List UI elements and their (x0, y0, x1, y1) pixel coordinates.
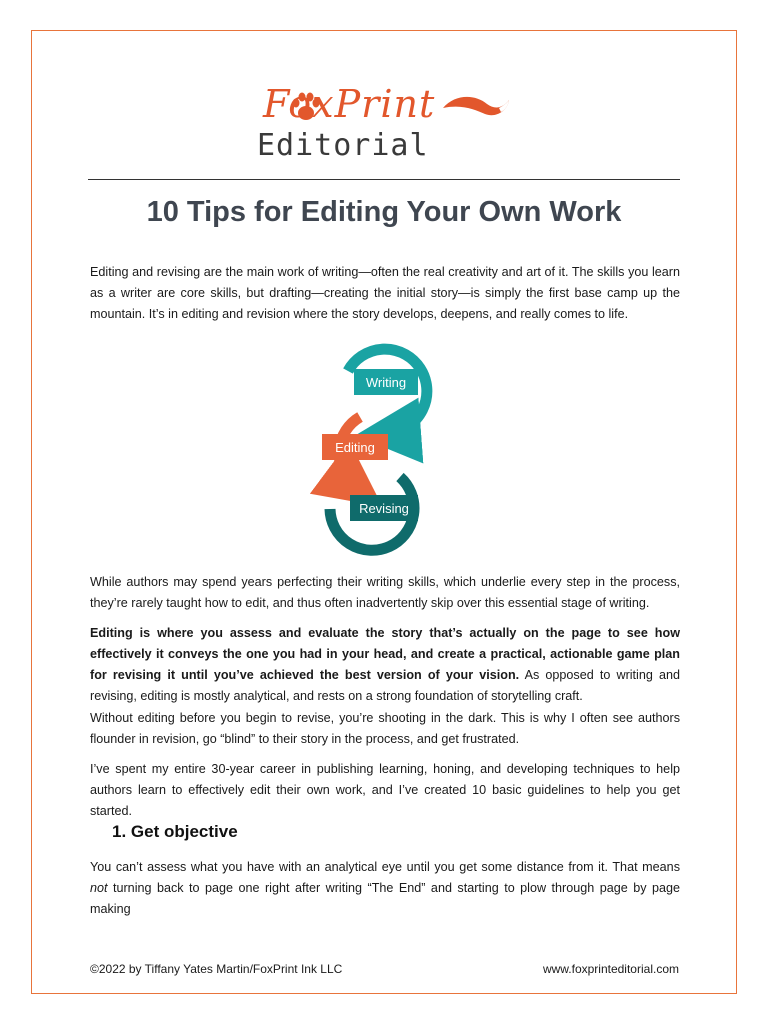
editing-label: Editing (335, 440, 375, 455)
header-rule (88, 179, 680, 180)
writing-editing-revising-diagram (300, 337, 450, 567)
footer-website: www.foxprinteditorial.com (542, 962, 679, 976)
paragraph-4: Without editing before you begin to revise, you’re shooting in the dark. This is why I often see authors flounder in revision, go “blind” to their story in the process, and get frustrated. (90, 711, 680, 746)
logo-subtitle: Editorial (257, 128, 429, 163)
paragraph-6-a: You can’t assess what you have with an analytical eye until you get some distance from it. That means (90, 860, 680, 874)
fox-tail-icon (441, 90, 511, 124)
page-title: 10 Tips for Editing Your Own Work (146, 196, 622, 228)
logo-wordmark: FoxPrint (263, 82, 436, 126)
paragraph-5: I’ve spent my entire 30-year career in publishing learning, honing, and developing techniques to help authors learn to effectively edit their own work, and I’ve created 10 basic guidelines to help you get started. (90, 762, 680, 818)
paragraph-6-emphasis: not (90, 881, 108, 895)
paragraph-3-rest: As opposed to writing and revising, editing is mostly analytical, and rests on a strong foundation of storytelling craft. (90, 668, 680, 703)
paragraph-3 (90, 623, 680, 707)
intro-paragraph: Editing and revising are the main work of writing—often the real creativity and art of it. The skills you learn as a writer are core skills, but drafting—creating the initial story—is simply the first base camp up the mountain. It’s in editing and revision where the story develops, deepens, and really comes to life. (90, 265, 680, 321)
writing-label: Writing (365, 375, 407, 390)
paragraph-3-bold: Editing is where you assess and evaluate the story that’s actually on the page to see how effectively it conveys the one you had in your head, and create a practical, actionable game plan for revising it until you’ve achieved the best version of your vision. (90, 626, 680, 682)
revising-label: Revising (359, 501, 409, 516)
paragraph-6 (90, 857, 680, 920)
footer-copyright: ©2022 by Tiffany Yates Martin/FoxPrint Ink LLC (90, 962, 343, 976)
logo (255, 82, 515, 182)
paragraph-6-b: turning back to page one right after writing “The End” and starting to plow through page by page making (90, 881, 680, 916)
section-1-heading: 1. Get objective (112, 822, 238, 841)
paragraph-2: While authors may spend years perfecting their writing skills, which underlie every step in the process, they’re rarely taught how to edit, and thus often inadvertently skip over this essential stage of writing. (90, 575, 680, 610)
